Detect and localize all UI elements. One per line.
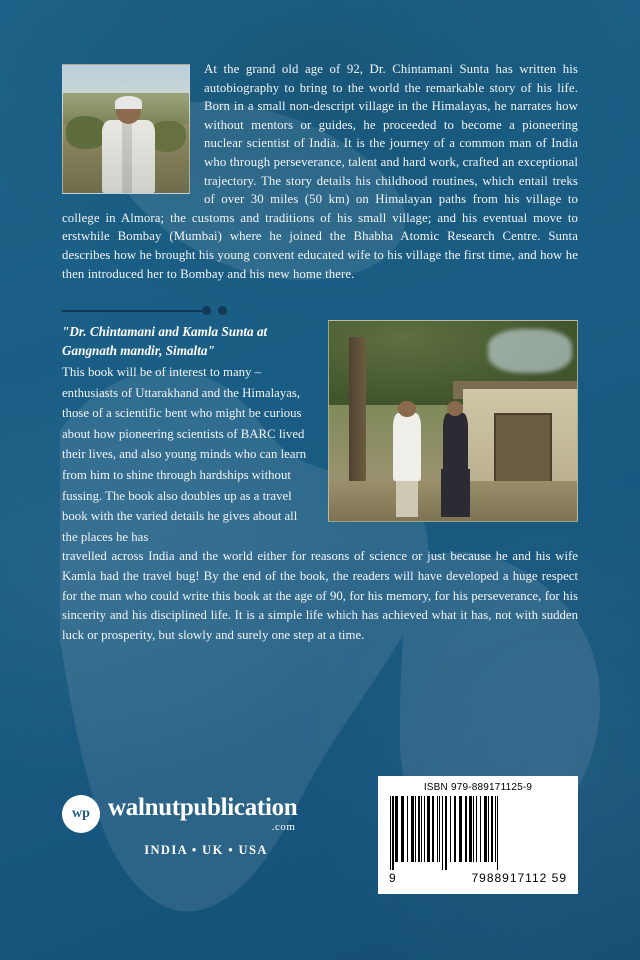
- barcode-digit-right: 7988917112 59: [471, 871, 567, 885]
- barcode-digit-left: 9: [389, 871, 397, 885]
- intro-paragraph: At the grand old age of 92, Dr. Chintamani Sunta has written his autobiography to bring to the world the remarkable story of his life. Born in a small non-descript village in the Himalayas, he narrates how without mentors or guides, he proceeded to become a pioneering nuclear scientist of India. It is the journey of a common man of India who through perseverance, talent and hard work, crafted an exceptional trajectory. The story details his childhood routines, which entail treks of over 30 miles (50 km) on Himalayan paths from his village to college in Almora; the customs and traditions of his small village; and his eventual move to erstwhile Bombay (Mumbai) where he joined the Bhabha Atomic Research Centre. Sunta describes how he brought his young convent educated wife to his village the first time, and how he then introduced her to Bombay and his new home there.: [62, 62, 578, 281]
- isbn-label: ISBN 979-889171125-9: [423, 782, 533, 793]
- description-section: [62, 362, 578, 645]
- divider-dot-two: [218, 306, 227, 315]
- intro-section: [62, 60, 578, 283]
- photo-text-spacer: [316, 362, 578, 524]
- section-divider: [62, 303, 578, 319]
- photo-caption: "Dr. Chintamani and Kamla Sunta at Gangnath mandir, Simalta": [62, 324, 268, 358]
- description-paragraph-wrapped: This book will be of interest to many – enthusiasts of Uttarakhand and the Himalayas, those of a scientific bent who might be curious about how pioneering scientists of BARC lived their lives, and also young minds who can learn from him to shine through hardships without fussing. The book also doubles up as a travel book with the varied details he gives about all the places he has: [62, 365, 307, 544]
- publisher-row: [62, 795, 332, 833]
- publisher-name: walnutpublication: [108, 794, 298, 821]
- barcode-bars: [390, 796, 566, 870]
- author-photo: [62, 64, 190, 194]
- walnut-publication-logo-icon: wp: [62, 795, 100, 833]
- divider-dot-one: [202, 306, 211, 315]
- publisher-block: [62, 795, 332, 858]
- divider-line: [62, 310, 202, 312]
- publisher-countries: INDIA • UK • USA: [144, 843, 268, 857]
- publisher-domain: .com: [271, 821, 296, 833]
- isbn-barcode: [378, 776, 578, 894]
- description-paragraph-tail: travelled across India and the world either for reasons of science or just because he and his wife Kamla had the travel bug! By the end of the book, the readers will have developed a huge respect for the man who could write this book at the age of 90, for his memory, for his perseverance, for his sincerity and his disciplined life. It is a simple life which has achieved what it has, not with sudden luck or prosperity, but slowly and surely one step at a time.: [62, 549, 578, 642]
- barcode-digits: [386, 870, 570, 885]
